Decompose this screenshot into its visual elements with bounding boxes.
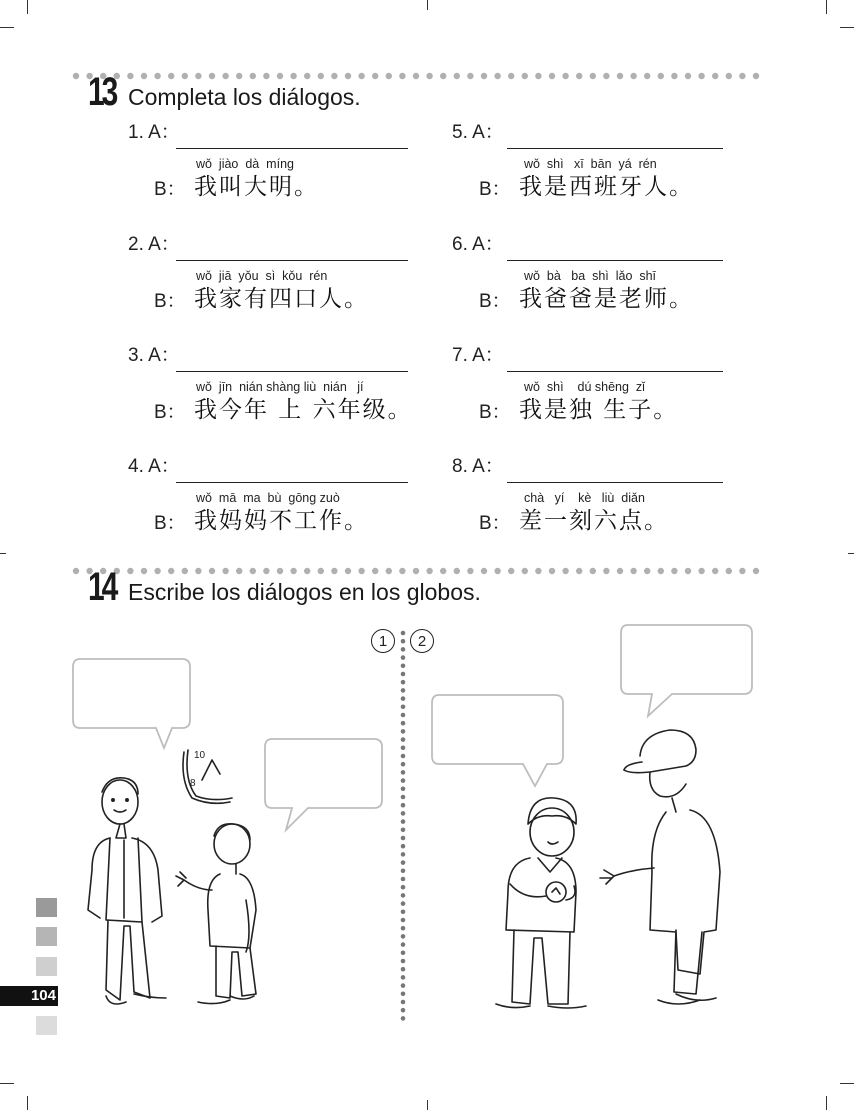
side-tab-box <box>36 927 57 946</box>
crop-mark <box>0 1083 14 1084</box>
divider-dot <box>401 680 406 685</box>
divider-dot <box>535 568 541 574</box>
divider-dot <box>698 73 704 79</box>
crop-mark <box>0 553 6 554</box>
dialogue-b-label: B： <box>479 513 511 534</box>
divider-dot <box>698 568 704 574</box>
divider-dot <box>401 934 406 939</box>
crop-mark <box>848 553 854 554</box>
exercise-title: Completa los diálogos. <box>128 84 361 110</box>
divider-dot <box>726 73 732 79</box>
divider-dot <box>685 568 691 574</box>
answer-line[interactable] <box>507 148 723 149</box>
pinyin-text: wǒ jiào dà míng <box>196 157 294 171</box>
page-number <box>0 986 58 1006</box>
crop-mark <box>427 1100 428 1110</box>
divider-dot <box>576 568 582 574</box>
divider-dot <box>576 73 582 79</box>
divider-dot <box>494 568 500 574</box>
dialogue-a-label: 8. A： <box>452 456 504 477</box>
divider-dot <box>549 73 555 79</box>
scene-divider <box>400 630 406 1026</box>
dialogue-a-label: 6. A： <box>452 234 504 255</box>
divider-dot <box>644 568 650 574</box>
pinyin-text: wǒ shì dú shēng zǐ <box>524 380 645 394</box>
divider-dot <box>590 73 596 79</box>
divider-dot <box>358 568 364 574</box>
divider-dot <box>277 568 283 574</box>
divider-dot <box>401 696 406 701</box>
dialogue-b-hanzi: 差一刻六点。 <box>519 508 669 534</box>
divider-dot <box>182 73 188 79</box>
divider-dot <box>401 639 406 644</box>
divider-dot <box>413 73 419 79</box>
divider-dot <box>603 73 609 79</box>
divider-dot <box>331 568 337 574</box>
divider-dot <box>535 73 541 79</box>
crop-mark <box>840 27 854 28</box>
divider-dot <box>481 73 487 79</box>
divider-dot <box>401 762 406 767</box>
svg-text:10: 10 <box>194 750 206 761</box>
exercise-title: Escribe los diálogos en los globos. <box>128 579 481 605</box>
divider-dot <box>399 568 405 574</box>
divider-dot <box>401 852 406 857</box>
dialogue-b-label: B： <box>154 291 186 312</box>
divider-dot <box>401 836 406 841</box>
divider-dot <box>401 885 406 890</box>
divider-dot <box>440 73 446 79</box>
divider-dot <box>401 713 406 718</box>
divider-dot <box>195 73 201 79</box>
scene-number-2: 2 <box>410 629 434 653</box>
dialogue-b-label: B： <box>154 179 186 200</box>
divider-dot <box>168 568 174 574</box>
divider-dot <box>522 568 528 574</box>
divider-dot <box>141 568 147 574</box>
divider-dot <box>401 893 406 898</box>
dialogue-b-label: B： <box>154 513 186 534</box>
divider-dot <box>401 631 406 636</box>
answer-line[interactable] <box>176 482 408 483</box>
divider-dot <box>401 877 406 882</box>
divider-dot <box>426 73 432 79</box>
crop-mark <box>427 0 428 10</box>
divider-dot <box>372 568 378 574</box>
divider-dot <box>263 73 269 79</box>
dialogue-b-hanzi: 我爸爸是老师。 <box>519 286 694 312</box>
divider-dot <box>562 568 568 574</box>
divider-dot <box>209 568 215 574</box>
divider-dot <box>168 73 174 79</box>
crop-mark <box>826 0 827 14</box>
divider-dot <box>481 568 487 574</box>
divider-dot <box>753 73 759 79</box>
divider-dot <box>712 568 718 574</box>
divider-dot <box>603 568 609 574</box>
divider-dot <box>712 73 718 79</box>
divider-dot <box>401 844 406 849</box>
divider-dot <box>401 705 406 710</box>
divider-dot <box>277 73 283 79</box>
dialogue-a-label: 7. A： <box>452 345 504 366</box>
side-tab-box <box>36 957 57 976</box>
divider-dot <box>154 568 160 574</box>
divider-dot <box>236 568 242 574</box>
divider-dot <box>401 647 406 652</box>
dialogue-b-hanzi: 我叫大明。 <box>194 174 319 200</box>
dialogue-b-label: B： <box>479 402 511 423</box>
dialogue-b-label: B： <box>479 179 511 200</box>
divider-dot <box>753 568 759 574</box>
divider-dot <box>399 73 405 79</box>
crop-mark <box>27 1096 28 1110</box>
answer-line[interactable] <box>507 371 723 372</box>
divider-dot <box>401 655 406 660</box>
divider-dot <box>522 73 528 79</box>
divider-dot <box>209 73 215 79</box>
answer-line[interactable] <box>507 482 723 483</box>
divider-dot <box>467 568 473 574</box>
divider-dot <box>401 1000 406 1005</box>
divider-dot <box>290 73 296 79</box>
divider-dot <box>318 73 324 79</box>
divider-dot <box>73 568 79 574</box>
divider-dot <box>401 983 406 988</box>
answer-line[interactable] <box>176 260 408 261</box>
divider-dot <box>401 688 406 693</box>
dialogue-b-hanzi: 我妈妈不工作。 <box>194 508 369 534</box>
divider-dot <box>401 1008 406 1013</box>
pinyin-text: wǒ bà ba shì lǎo shī <box>524 269 657 283</box>
divider-dot <box>726 568 732 574</box>
divider-dot <box>401 959 406 964</box>
divider-dot <box>739 73 745 79</box>
divider-dot <box>386 73 392 79</box>
pinyin-text: wǒ shì xī bān yá rén <box>524 157 657 171</box>
divider-dot <box>590 568 596 574</box>
divider-dot <box>630 73 636 79</box>
divider-dot <box>401 803 406 808</box>
page-number-text: 104 <box>30 987 56 1004</box>
pinyin-text: wǒ jiā yǒu sì kǒu rén <box>196 269 328 283</box>
divider-dot <box>401 672 406 677</box>
divider-dot <box>401 926 406 931</box>
dialogue-b-hanzi: 我家有四口人。 <box>194 286 369 312</box>
divider-dot <box>195 568 201 574</box>
dialogue-b-label: B： <box>154 402 186 423</box>
divider-dot <box>401 819 406 824</box>
section-divider-dots <box>72 72 762 80</box>
divider-dot <box>331 73 337 79</box>
divider-dot <box>290 568 296 574</box>
divider-dot <box>304 568 310 574</box>
divider-dot <box>401 967 406 972</box>
divider-dot <box>401 770 406 775</box>
divider-dot <box>345 73 351 79</box>
divider-dot <box>549 568 555 574</box>
divider-dot <box>454 73 460 79</box>
divider-dot <box>440 568 446 574</box>
divider-dot <box>401 811 406 816</box>
divider-dot <box>401 975 406 980</box>
dialogue-b-hanzi: 我是西班牙人。 <box>519 174 694 200</box>
dialogue-a-label: 2. A： <box>128 234 180 255</box>
alarm-clock-icon <box>546 882 566 902</box>
scene-2-illustration <box>490 712 750 1012</box>
divider-dot <box>739 568 745 574</box>
exercise-number: 14 <box>88 565 116 609</box>
divider-dot <box>508 568 514 574</box>
divider-dot <box>222 73 228 79</box>
divider-dot <box>263 568 269 574</box>
divider-dot <box>671 73 677 79</box>
crop-mark <box>840 1083 854 1084</box>
divider-dot <box>250 73 256 79</box>
divider-dot <box>73 73 79 79</box>
divider-dot <box>685 73 691 79</box>
svg-text:8: 8 <box>190 778 196 789</box>
dialogue-b-label: B： <box>479 291 511 312</box>
clock-icon <box>183 750 232 803</box>
dialogue-a-label: 5. A： <box>452 122 504 143</box>
divider-dot <box>401 721 406 726</box>
answer-line[interactable] <box>176 371 408 372</box>
divider-dot <box>182 568 188 574</box>
boy-with-cap-figure <box>600 730 720 1004</box>
divider-dot <box>401 737 406 742</box>
divider-dot <box>127 73 133 79</box>
divider-dot <box>630 568 636 574</box>
divider-dot <box>617 568 623 574</box>
pinyin-text: chà yí kè liù diǎn <box>524 491 645 505</box>
divider-dot <box>401 778 406 783</box>
divider-dot <box>236 73 242 79</box>
crop-mark <box>27 0 28 14</box>
divider-dot <box>401 860 406 865</box>
divider-dot <box>401 901 406 906</box>
divider-dot <box>454 568 460 574</box>
side-tab-box <box>36 1016 57 1035</box>
divider-dot <box>401 910 406 915</box>
divider-dot <box>222 568 228 574</box>
dialogue-a-label: 1. A： <box>128 122 180 143</box>
scene-number-1: 1 <box>371 629 395 653</box>
divider-dot <box>304 73 310 79</box>
answer-line[interactable] <box>176 148 408 149</box>
divider-dot <box>401 992 406 997</box>
divider-dot <box>401 918 406 923</box>
short-boy-figure <box>176 824 256 1004</box>
divider-dot <box>508 73 514 79</box>
divider-dot <box>386 568 392 574</box>
divider-dot <box>658 568 664 574</box>
divider-dot <box>671 568 677 574</box>
divider-dot <box>127 568 133 574</box>
divider-dot <box>154 73 160 79</box>
divider-dot <box>617 73 623 79</box>
pinyin-text: wǒ mā ma bù gōng zuò <box>196 491 340 505</box>
divider-dot <box>372 73 378 79</box>
divider-dot <box>358 73 364 79</box>
dialogue-b-hanzi: 我是独 生子。 <box>519 397 679 423</box>
divider-dot <box>401 942 406 947</box>
divider-dot <box>401 869 406 874</box>
divider-dot <box>250 568 256 574</box>
side-tab-box <box>36 898 57 917</box>
speech-bubble[interactable] <box>620 624 760 720</box>
divider-dot <box>141 73 147 79</box>
divider-dot <box>658 73 664 79</box>
crop-mark <box>826 1096 827 1110</box>
divider-dot <box>401 754 406 759</box>
divider-dot <box>401 1016 406 1021</box>
divider-dot <box>401 746 406 751</box>
divider-dot <box>467 73 473 79</box>
section-divider-dots <box>72 567 762 575</box>
divider-dot <box>318 568 324 574</box>
exercise-number: 13 <box>88 70 116 114</box>
pinyin-text: wǒ jīn nián shàng liù nián jí <box>196 380 364 394</box>
answer-line[interactable] <box>507 260 723 261</box>
divider-dot <box>413 568 419 574</box>
divider-dot <box>401 729 406 734</box>
scene-1-illustration <box>80 740 380 1020</box>
divider-dot <box>401 664 406 669</box>
dialogue-b-hanzi: 我今年 上 六年级。 <box>194 397 413 423</box>
divider-dot <box>426 568 432 574</box>
divider-dot <box>562 73 568 79</box>
divider-dot <box>401 951 406 956</box>
divider-dot <box>345 568 351 574</box>
boy-with-clock-figure <box>496 798 586 1008</box>
tall-boy-figure <box>88 778 166 1004</box>
dialogue-a-label: 3. A： <box>128 345 180 366</box>
dialogue-a-label: 4. A： <box>128 456 180 477</box>
divider-dot <box>401 828 406 833</box>
crop-mark <box>0 27 14 28</box>
divider-dot <box>401 787 406 792</box>
divider-dot <box>644 73 650 79</box>
divider-dot <box>494 73 500 79</box>
divider-dot <box>401 795 406 800</box>
